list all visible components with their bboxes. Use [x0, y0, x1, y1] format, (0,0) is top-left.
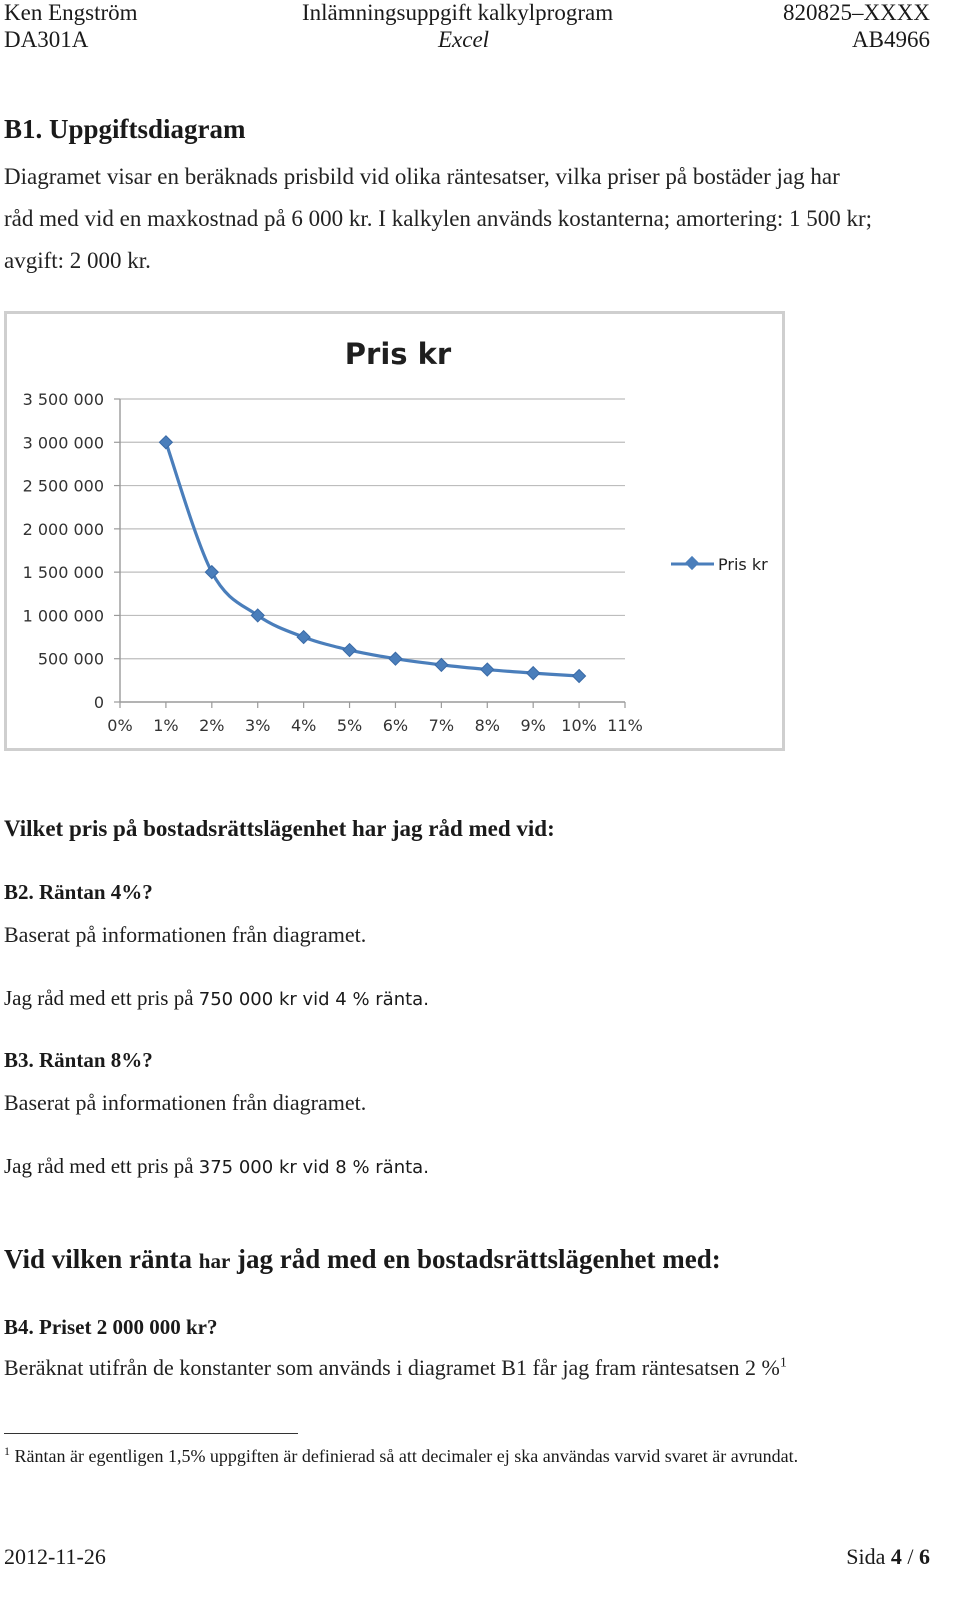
chart-x-tick-labels [107, 716, 642, 735]
chart-axes [114, 399, 625, 708]
x-tick-label-6: 6% [382, 716, 409, 735]
header-title: Inlämningsuppgift kalkylprogram [302, 0, 614, 25]
y-tick-label-4: 2 000 000 [22, 519, 104, 539]
data-point-8 [527, 667, 540, 680]
y-tick-label-3: 1 500 000 [22, 563, 104, 583]
footer-page-separator: / [907, 1544, 914, 1569]
data-point-1 [205, 566, 218, 579]
series-line-0 [166, 442, 579, 676]
x-tick-label-7: 7% [428, 716, 455, 735]
section2-heading-part2: har [198, 1249, 231, 1273]
b2-heading: B2. Räntan 4%? [4, 880, 153, 904]
y-tick-label-6: 3 000 000 [22, 433, 104, 453]
data-point-3 [297, 631, 310, 644]
section2-heading-part1: Vid vilken ränta [4, 1244, 193, 1274]
data-point-6 [435, 658, 448, 671]
y-tick-label-1: 500 000 [37, 649, 104, 669]
b4-heading: B4. Priset 2 000 000 kr? [4, 1315, 218, 1339]
data-point-4 [343, 644, 356, 657]
b4-answer [4, 1355, 787, 1381]
y-tick-label-5: 2 500 000 [22, 476, 104, 496]
chart-series [159, 436, 585, 683]
x-tick-label-10: 10% [561, 716, 597, 735]
data-point-5 [389, 652, 402, 665]
x-tick-label-3: 3% [245, 716, 271, 735]
footer-date: 2012-11-26 [4, 1544, 106, 1569]
b4-footnote-ref[interactable]: 1 [779, 1355, 787, 1371]
data-point-7 [481, 663, 494, 676]
b3-basis: Baserat på informationen från diagramet. [4, 1090, 367, 1115]
x-tick-label-11: 11% [607, 716, 643, 735]
chart-legend [671, 555, 768, 574]
footer-page-number [846, 1544, 930, 1570]
b3-answer-prefix: Jag råd med ett pris på [4, 1154, 194, 1178]
y-tick-label-7: 3 500 000 [22, 390, 104, 409]
section2-heading-part3: jag råd med en bostadsrättslägenhet med: [237, 1244, 721, 1274]
b2-answer-prefix: Jag råd med ett pris på [4, 986, 194, 1010]
chart-y-tick-labels [23, 390, 104, 712]
b4-answer-text: Beräknat utifrån de konstanter som används i diagramet B1 får jag fram räntesatsen 2 % [4, 1355, 780, 1380]
footer-page-total: 6 [919, 1544, 930, 1569]
x-tick-label-5: 5% [336, 716, 363, 735]
footnote-divider [4, 1433, 298, 1434]
b1-paragraph-line3: avgift: 2 000 kr. [4, 248, 151, 273]
header-group-code: AB4966 [852, 27, 930, 52]
b1-paragraph-line2: råd med vid en maxkostnad på 6 000 kr. I kalkylen används kostanterna; amortering: 1 500 kr; [4, 206, 873, 231]
footnote-number: 1 [4, 1444, 10, 1458]
section2-heading [4, 1244, 721, 1275]
b2-answer [4, 986, 429, 1011]
y-tick-label-2: 1 000 000 [22, 606, 104, 626]
x-tick-label-9: 9% [520, 716, 546, 735]
b3-answer [4, 1154, 429, 1179]
data-point-9 [573, 670, 586, 683]
b1-paragraph-line1: Diagramet visar en beräknads prisbild vid olika räntesatser, vilka priser på bostäder jag har [4, 164, 840, 189]
x-tick-label-8: 8% [474, 716, 500, 735]
b2-answer-value: 750 000 kr vid 4 % ränta. [198, 989, 429, 1010]
b2-basis: Baserat på informationen från diagramet. [4, 922, 367, 947]
legend-marker [685, 556, 699, 570]
header-author: Ken Engström [4, 0, 138, 25]
legend-label: Pris kr [718, 555, 768, 574]
footer-page-current: 4 [890, 1544, 902, 1569]
x-tick-label-1: 1% [153, 716, 179, 735]
b3-heading: B3. Räntan 8%? [4, 1048, 153, 1072]
footnote [4, 1444, 798, 1467]
b1-heading: B1. Uppgiftsdiagram [4, 114, 246, 144]
b3-answer-value: 375 000 kr vid 8 % ränta. [198, 1157, 429, 1178]
x-tick-label-0: 0% [107, 716, 133, 735]
footnote-text: Räntan är egentligen 1,5% uppgiften är definierad så att decimaler ej ska användas varvid svaret är avrundat. [14, 1446, 799, 1466]
price-chart-svg [7, 314, 782, 748]
x-tick-label-2: 2% [199, 716, 225, 735]
price-chart [4, 311, 785, 751]
data-point-0 [159, 436, 172, 449]
footer-page-label: Sida [846, 1544, 886, 1569]
header-subtitle: Excel [438, 27, 490, 52]
header-id-code: 820825–XXXX [783, 0, 930, 25]
x-tick-label-4: 4% [290, 716, 317, 735]
y-tick-label-0: 0 [93, 693, 104, 712]
header-course: DA301A [4, 27, 89, 52]
chart-title: Pris kr [344, 337, 452, 371]
question-intro: Vilket pris på bostadsrättslägenhet har jag råd med vid: [4, 816, 555, 841]
